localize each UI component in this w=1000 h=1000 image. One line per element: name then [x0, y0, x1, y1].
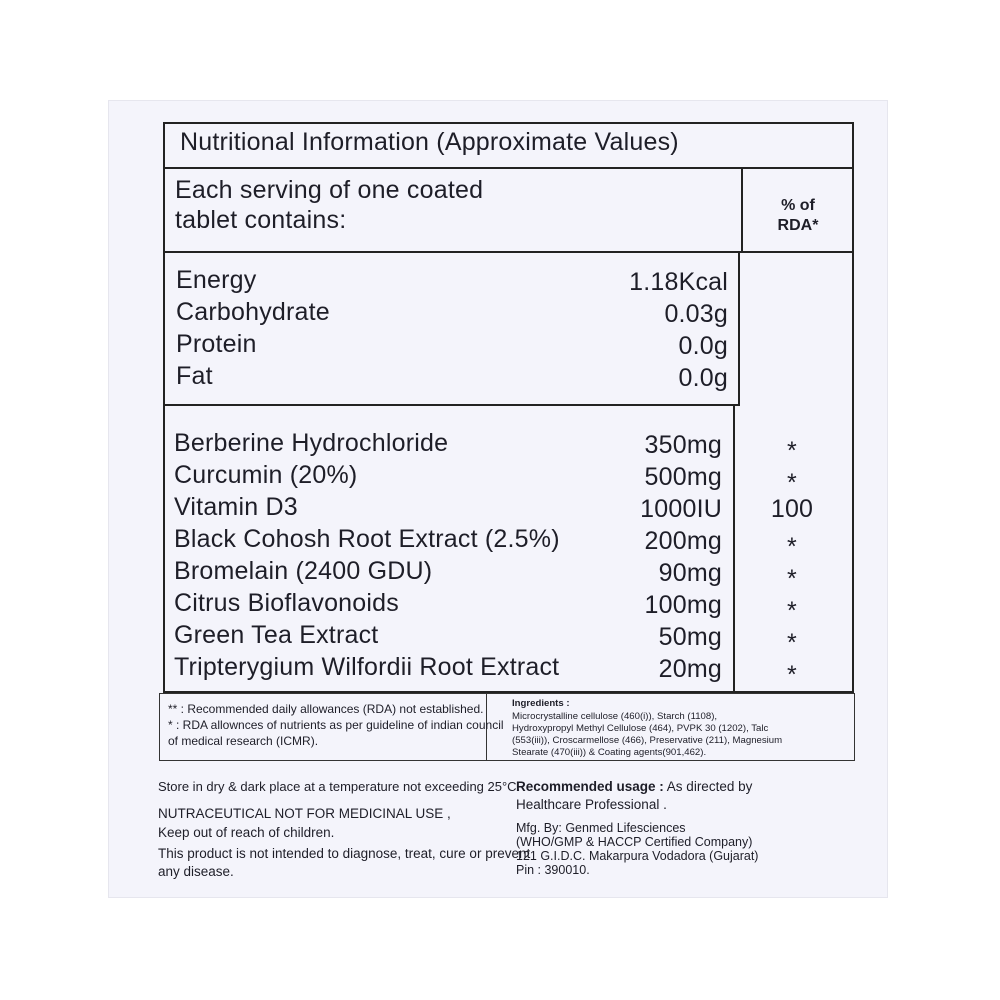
nutrient-rda: * — [787, 661, 797, 689]
macro-name: Energy — [176, 266, 257, 294]
nutrient-value: 1000IU — [640, 495, 722, 523]
nutrient-name: Bromelain (2400 GDU) — [174, 557, 433, 585]
nutrient-rda: * — [787, 533, 797, 561]
nutrient-name: Berberine Hydrochloride — [174, 429, 449, 457]
nutrient-name: Black Cohosh Root Extract (2.5%) — [174, 525, 560, 553]
rda-note-icmr-cont: of medical research (ICMR). — [168, 734, 319, 748]
recommended-usage — [516, 779, 752, 794]
recommended-usage-cont: Healthcare Professional . — [516, 797, 667, 812]
nutrient-value: 50mg — [658, 623, 722, 651]
manufacturer: Mfg. By: Genmed Lifesciences — [516, 821, 686, 835]
ingredients-heading: Ingredients : — [512, 698, 570, 709]
storage-instructions: Store in dry & dark place at a temperature not exceeding 25°C. — [158, 779, 521, 794]
serving-description: Each serving of one coated — [175, 176, 484, 204]
nutrient-name: Curcumin (20%) — [174, 461, 358, 489]
macro-name: Carbohydrate — [176, 298, 330, 326]
rda-header: % of RDA* — [777, 197, 819, 234]
macro-value: 0.0g — [678, 332, 728, 360]
keep-out-notice: Keep out of reach of children. — [158, 825, 335, 840]
nutrient-rda: 100 — [770, 495, 814, 523]
nutrient-rda: * — [787, 469, 797, 497]
disclaimer: This product is not intended to diagnose, treat, cure or prevent — [158, 846, 531, 861]
nutrient-rda: * — [787, 597, 797, 625]
manufacturer-pin: Pin : 390010. — [516, 863, 590, 877]
nutraceutical-notice: NUTRACEUTICAL NOT FOR MEDICINAL USE , — [158, 806, 451, 821]
nutrient-rda: * — [787, 629, 797, 657]
macro-value: 0.03g — [664, 300, 728, 328]
nutrient-value: 100mg — [644, 591, 722, 619]
nutrient-value: 90mg — [658, 559, 722, 587]
nutrient-value: 20mg — [658, 655, 722, 683]
manufacturer-certification: (WHO/GMP & HACCP Certified Company) — [516, 835, 753, 849]
nutrient-name: Citrus Bioflavonoids — [174, 589, 399, 617]
macro-value: 1.18Kcal — [629, 268, 728, 296]
nutrient-name: Vitamin D3 — [174, 493, 298, 521]
disclaimer-cont: any disease. — [158, 864, 234, 879]
macro-value: 0.0g — [678, 364, 728, 392]
rda-note-icmr: * : RDA allownces of nutrients as per guideline of indian council — [168, 718, 504, 732]
recommended-usage-text: As directed by — [663, 779, 753, 794]
serving-description-cont: tablet contains: — [175, 206, 347, 234]
nutrient-value: 350mg — [644, 431, 722, 459]
nutrient-value: 200mg — [644, 527, 722, 555]
macro-name: Fat — [176, 362, 213, 390]
ingredients-line: Hydroxypropyl Methyl Cellulose (464), PVPK 30 (1202), Talc — [512, 723, 769, 734]
nutrient-name: Tripterygium Wilfordii Root Extract — [174, 653, 560, 681]
table-title: Nutritional Information (Approximate Values) — [180, 128, 679, 156]
nutrient-value: 500mg — [644, 463, 722, 491]
ingredients-line: Stearate (470(iii)) & Coating agents(901,462). — [512, 747, 707, 758]
ingredients-line: Microcrystalline cellulose (460(i)), Starch (1108), — [512, 711, 718, 722]
rda-note-not-established: ** : Recommended daily allowances (RDA) not established. — [168, 702, 484, 716]
macro-name: Protein — [176, 330, 257, 358]
nutrient-rda: * — [787, 437, 797, 465]
ingredients-line: (553(iii)), Croscarmellose (466), Preservative (211), Magnesium — [512, 735, 783, 746]
recommended-usage-label: Recommended usage : — [516, 779, 664, 794]
manufacturer-address: 121 G.I.D.C. Makarpura Vodadora (Gujarat) — [516, 849, 759, 863]
nutrient-name: Green Tea Extract — [174, 621, 379, 649]
nutrient-rda: * — [787, 565, 797, 593]
